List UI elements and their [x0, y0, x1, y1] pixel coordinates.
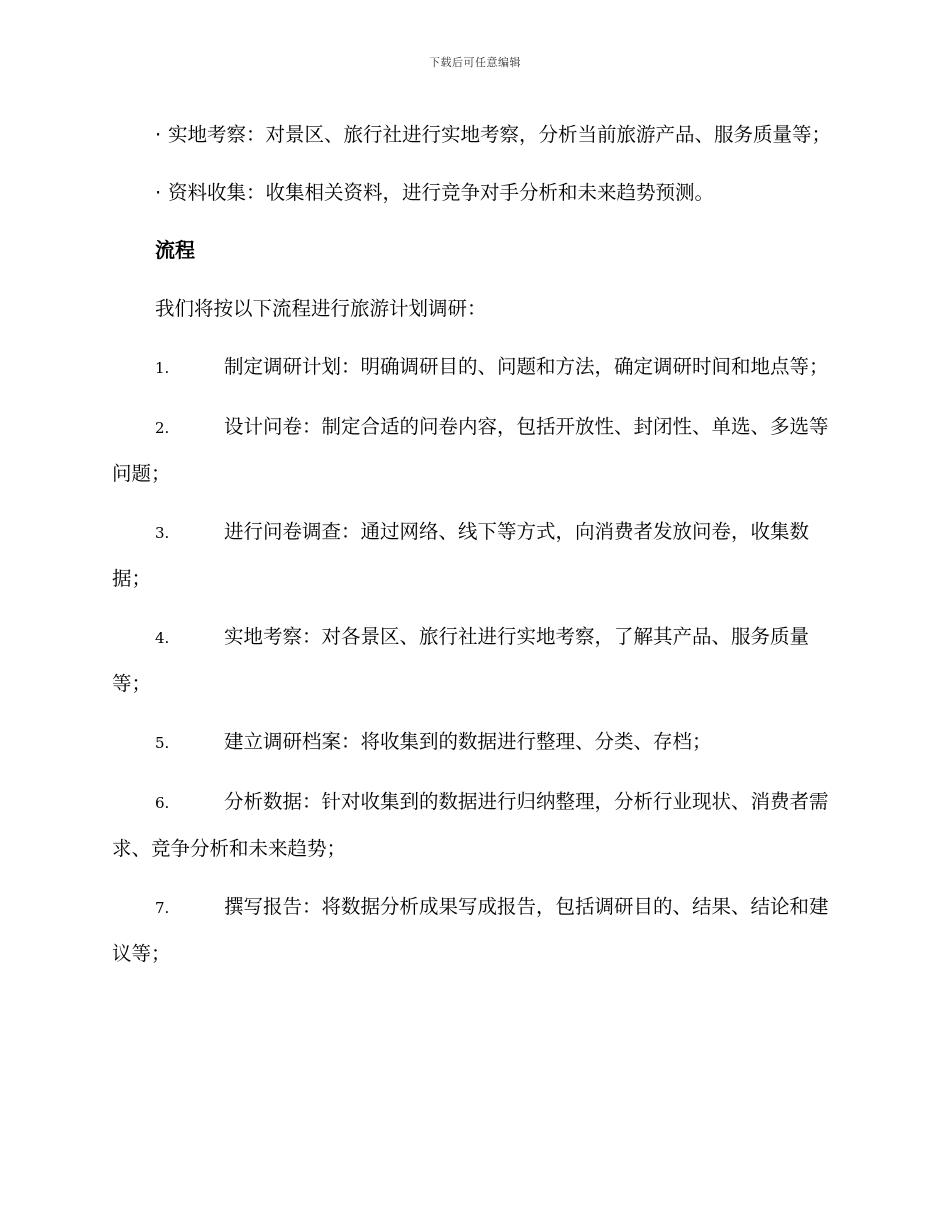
- step-number: 6.: [155, 794, 170, 812]
- bullet-mark: ·: [155, 181, 162, 204]
- step-text: 实地考察：对各景区、旅行社进行实地考察，了解其产品、服务质量等；: [112, 625, 810, 695]
- step-item: [112, 614, 834, 706]
- step-text: 建立调研档案：将收集到的数据进行整理、分类、存档；: [224, 730, 712, 753]
- step-item: [112, 344, 834, 391]
- page-header: 下载后可任意编辑: [429, 56, 521, 69]
- step-text: 制定调研计划：明确调研目的、问题和方法，确定调研时间和地点等；: [224, 355, 829, 378]
- bullet-text: 资料收集：收集相关资料，进行竞争对手分析和未来趋势预测。: [168, 181, 715, 204]
- section-heading: 流程: [155, 238, 195, 262]
- step-text: 进行问卷调查：通过网络、线下等方式，向消费者发放问卷，收集数据；: [112, 520, 810, 590]
- step-number: 1.: [155, 359, 170, 377]
- step-item: [112, 779, 834, 871]
- step-item: [112, 509, 834, 601]
- step-number: 3.: [155, 524, 170, 542]
- step-number: 7.: [155, 899, 170, 917]
- step-number: 4.: [155, 629, 170, 647]
- step-item: [112, 884, 834, 976]
- bullet-item-data-collection: [112, 170, 834, 215]
- section-intro: 我们将按以下流程进行旅游计划调研：: [155, 297, 487, 320]
- bullet-text: 实地考察：对景区、旅行社进行实地考察，分析当前旅游产品、服务质量等；: [168, 123, 832, 146]
- document-body: [112, 112, 834, 989]
- step-text: 设计问卷：制定合适的问卷内容，包括开放性、封闭性、单选、多选等问题；: [112, 415, 829, 485]
- step-item: [112, 719, 834, 766]
- step-text: 分析数据：针对收集到的数据进行归纳整理，分析行业现状、消费者需求、竞争分析和未来趋势；: [112, 790, 829, 860]
- step-number: 2.: [155, 419, 170, 437]
- bullet-mark: ·: [155, 123, 162, 146]
- step-text: 撰写报告：将数据分析成果写成报告，包括调研目的、结果、结论和建议等；: [112, 895, 829, 965]
- bullet-item-field-survey: [112, 112, 834, 157]
- step-number: 5.: [155, 734, 170, 752]
- step-item: [112, 404, 834, 496]
